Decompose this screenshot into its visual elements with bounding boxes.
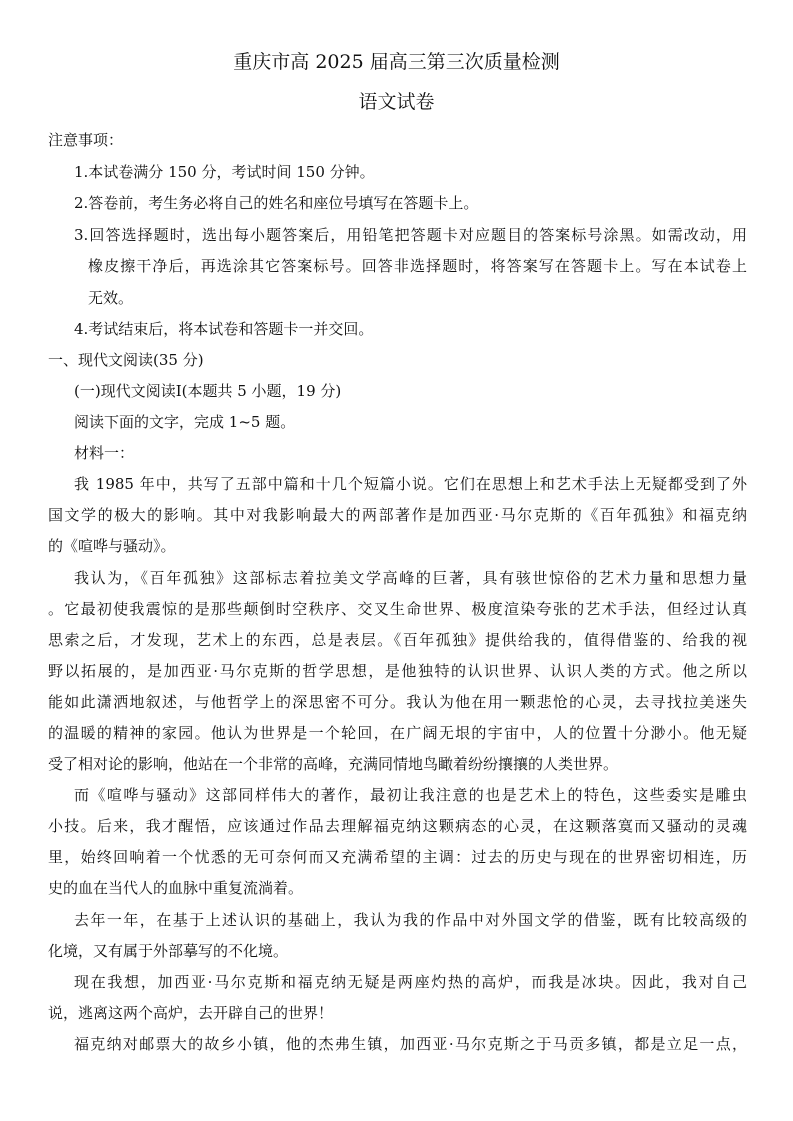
- notice-heading: 注意事项：: [48, 131, 124, 149]
- passage-line: 野以拓展的，是加西亚·马尔克斯的哲学思想，是他独特的认识世界、认识人类的方式。他之所以: [48, 662, 747, 680]
- passage-line: 里，始终回响着一个忧悉的无可奈何而又充满希望的主调：过去的历史与现在的世界密切相连，历: [48, 848, 747, 866]
- passage-line: 去年一年，在基于上述认识的基础上，我认为我的作品中对外国文学的借鉴，既有比较高级的: [74, 911, 747, 929]
- passage-line: 化境，又有属于外部摹写的不化境。: [48, 942, 289, 960]
- passage-line: 史的血在当代人的血脉中重复流淌着。: [48, 879, 304, 897]
- passage-line: 的温暖的精神的家园。他认为世界是一个轮回，在广阔无垠的宇宙中，人的位置十分渺小。他无疑: [48, 724, 747, 742]
- section-heading: 一、现代文阅读(35 分): [48, 351, 204, 369]
- passage-line: 说，逃离这两个高炉，去开辟自己的世界！: [48, 1004, 334, 1022]
- passage-line: 我 1985 年中，共写了五部中篇和十几个短篇小说。它们在思想上和艺术手法上无疑都受到了外: [74, 475, 747, 493]
- section-subheading: (一)现代文阅读Ⅰ(本题共 5 小题，19 分): [74, 382, 342, 400]
- notice-item: 1.本试卷满分 150 分，考试时间 150 分钟。: [74, 163, 375, 181]
- material-label: 材料一：: [74, 444, 135, 462]
- exam-subtitle: 语文试卷: [358, 91, 435, 113]
- passage-line: 小技。后来，我才醒悟，应该通过作品去理解福克纳这颗病态的心灵，在这颗落寞而又骚动的灵魂: [48, 817, 747, 835]
- notice-item-cont: 无效。: [88, 289, 134, 307]
- passage-line: 思索之后，才发现，艺术上的东西，总是表层。《百年孤独》提供给我的，值得借鉴的、给我的视: [48, 631, 747, 649]
- notice-item: 3.回答选择题时，选出每小题答案后，用铅笔把答题卡对应题目的答案标号涂黑。如需改动，用: [74, 226, 747, 244]
- passage-line: 福克纳对邮票大的故乡小镇，他的杰弗生镇，加西亚·马尔克斯之于马贡多镇，都是立足一点，: [74, 1035, 747, 1053]
- passage-line: 。它最初使我震惊的是那些颠倒时空秩序、交叉生命世界、极度渲染夸张的艺术手法，但经过认真: [48, 600, 747, 618]
- passage-line: 我认为，《百年孤独》这部标志着拉美文学高峰的巨著，具有骇世惊俗的艺术力量和思想力量: [74, 569, 747, 587]
- notice-item-cont: 橡皮擦干净后，再选涂其它答案标号。回答非选择题时，将答案写在答题卡上。写在本试卷上: [88, 257, 747, 275]
- passage-line: 受了相对论的影响，他站在一个非常的高峰，充满同情地鸟瞰着纷纷攘攘的人类世界。: [48, 755, 619, 773]
- reading-instruction: 阅读下面的文字，完成 1~5 题。: [74, 413, 296, 431]
- passage-line: 现在我想，加西亚·马尔克斯和福克纳无疑是两座灼热的高炉，而我是冰块。因此，我对自己: [74, 973, 747, 991]
- passage-line: 能如此潇洒地叙述，与他哲学上的深思密不可分。我认为他在用一颗悲怆的心灵，去寻找拉美迷失: [48, 693, 747, 711]
- passage-line: 的《喧哗与骚动》。: [48, 537, 176, 555]
- passage-line: 而《喧哗与骚动》这部同样伟大的著作，最初让我注意的也是艺术上的特色，这些委实是雕虫: [74, 786, 747, 804]
- exam-title: 重庆市高 2025 届高三第三次质量检测: [233, 51, 560, 73]
- notice-item: 2.答卷前，考生务必将自己的姓名和座位号填写在答题卡上。: [74, 194, 479, 212]
- notice-item: 4.考试结束后，将本试卷和答题卡一并交回。: [74, 320, 374, 338]
- passage-line: 国文学的极大的影响。其中对我影响最大的两部著作是加西亚·马尔克斯的《百年孤独》和福克纳: [48, 506, 747, 524]
